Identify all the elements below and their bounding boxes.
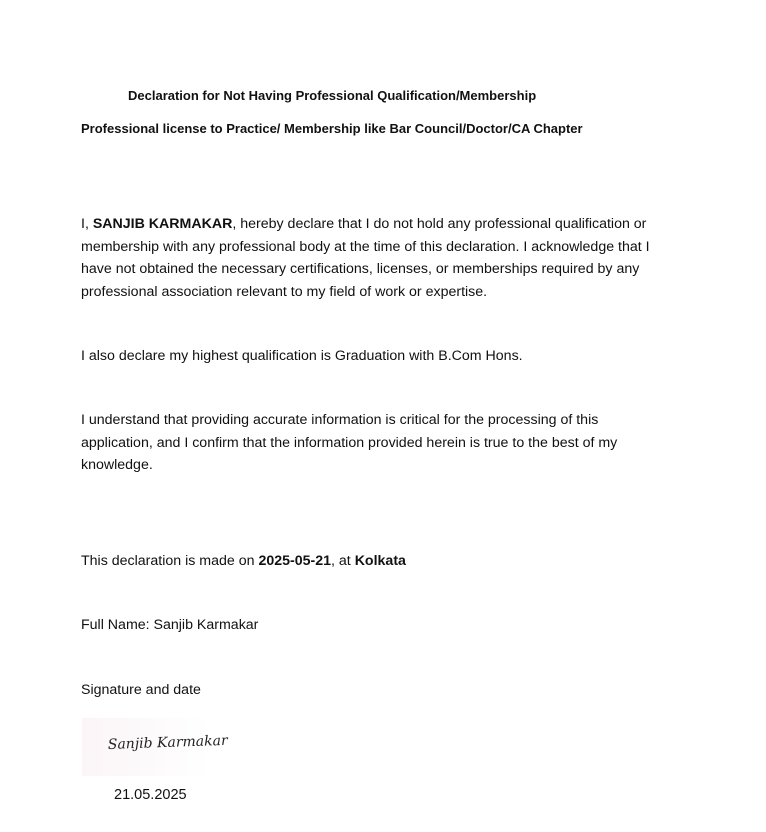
- text-line: knowledge.: [81, 457, 153, 473]
- text-line: have not obtained the necessary certifications, licenses, or memberships required by any: [81, 261, 640, 277]
- declaration-place: Kolkata: [354, 553, 406, 569]
- text: This declaration is made on: [81, 553, 259, 569]
- signature-image: [82, 718, 242, 776]
- signature-label: Signature and date: [81, 682, 201, 698]
- signature-icon: [82, 718, 242, 776]
- document-title: Declaration for Not Having Professional Qualification/Membership: [128, 88, 537, 103]
- paragraph-2: I also declare my highest qualification is Graduation with B.Com Hons.: [81, 348, 523, 364]
- text: I,: [81, 216, 93, 232]
- svg-text:Sanjib Karmakar: Sanjib Karmakar: [107, 732, 228, 753]
- signed-date: 21.05.2025: [114, 787, 187, 803]
- declaration-date: 2025-05-21: [258, 553, 332, 569]
- paragraph-3: [81, 409, 617, 477]
- text-line: professional association relevant to my field of work or expertise.: [81, 283, 488, 300]
- full-name: Full Name: Sanjib Karmakar: [81, 617, 259, 633]
- text: , at: [331, 553, 355, 569]
- paragraph-1: [81, 213, 650, 303]
- text-line: application, and I confirm that the information provided herein is true to the best of my: [81, 434, 618, 451]
- text-line: membership with any professional body at the time of this declaration. I acknowledge that I: [81, 238, 650, 255]
- text: , hereby declare that I do not hold any professional qualification or: [232, 216, 647, 232]
- declarant-name: SANJIB KARMAKAR: [92, 216, 233, 232]
- document-subtitle: Professional license to Practice/ Membership like Bar Council/Doctor/CA Chapter: [81, 121, 583, 136]
- text-line: I understand that providing accurate information is critical for the processing of this: [81, 412, 599, 428]
- declaration-line: [81, 550, 406, 573]
